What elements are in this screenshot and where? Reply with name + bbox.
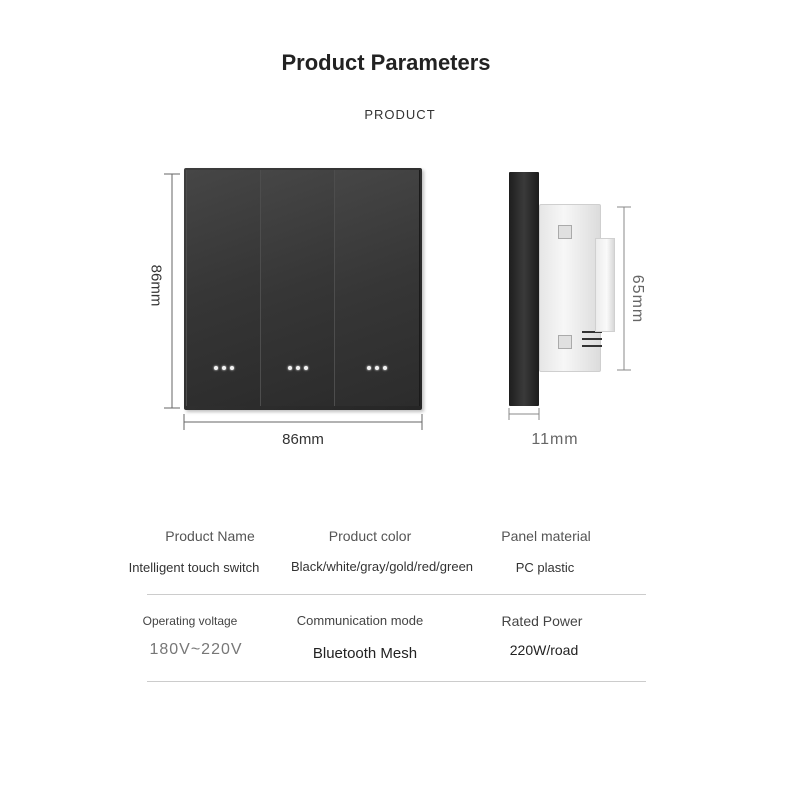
- page-title: Product Parameters: [281, 50, 491, 75]
- spec-label-product-name: Product Name: [165, 528, 255, 544]
- width-dimension-label: 86mm: [282, 431, 324, 448]
- spec-value-product-name: Intelligent touch switch: [128, 560, 260, 575]
- switch-side-view: [509, 172, 539, 406]
- section-subtitle: PRODUCT: [364, 107, 436, 122]
- table-divider: [147, 681, 646, 682]
- height-dimension-label: 86mm: [147, 264, 165, 307]
- spec-label-rated-power: Rated Power: [501, 613, 583, 629]
- depth-dimension-label: 11mm: [531, 431, 579, 448]
- spec-value-rated-power: 220W/road: [509, 642, 579, 658]
- switch-side-body: [539, 204, 601, 372]
- spec-value-operating-voltage: 180V~220V: [149, 641, 243, 658]
- indicator-lights: [261, 366, 334, 370]
- spec-label-product-color: Product color: [328, 528, 412, 544]
- switch-side-module: [595, 238, 615, 332]
- spec-value-product-color: Black/white/gray/gold/red/green: [290, 559, 474, 574]
- table-divider: [147, 594, 646, 595]
- indicator-lights: [335, 366, 419, 370]
- mount-clip: [558, 225, 572, 239]
- spec-label-operating-voltage: Operating voltage: [142, 614, 238, 628]
- switch-key-3: [334, 170, 420, 406]
- indicator-lights: [187, 366, 260, 370]
- mount-clip: [558, 335, 572, 349]
- spec-value-panel-material: PC plastic: [515, 560, 575, 575]
- spec-label-communication-mode: Communication mode: [296, 613, 424, 628]
- body-height-dimension-label: 65mm: [629, 274, 646, 324]
- switch-key-1: [186, 170, 261, 406]
- switch-key-2: [260, 170, 335, 406]
- spec-value-communication-mode: Bluetooth Mesh: [312, 645, 418, 662]
- spec-label-panel-material: Panel material: [501, 528, 591, 544]
- switch-front-view: [184, 168, 422, 410]
